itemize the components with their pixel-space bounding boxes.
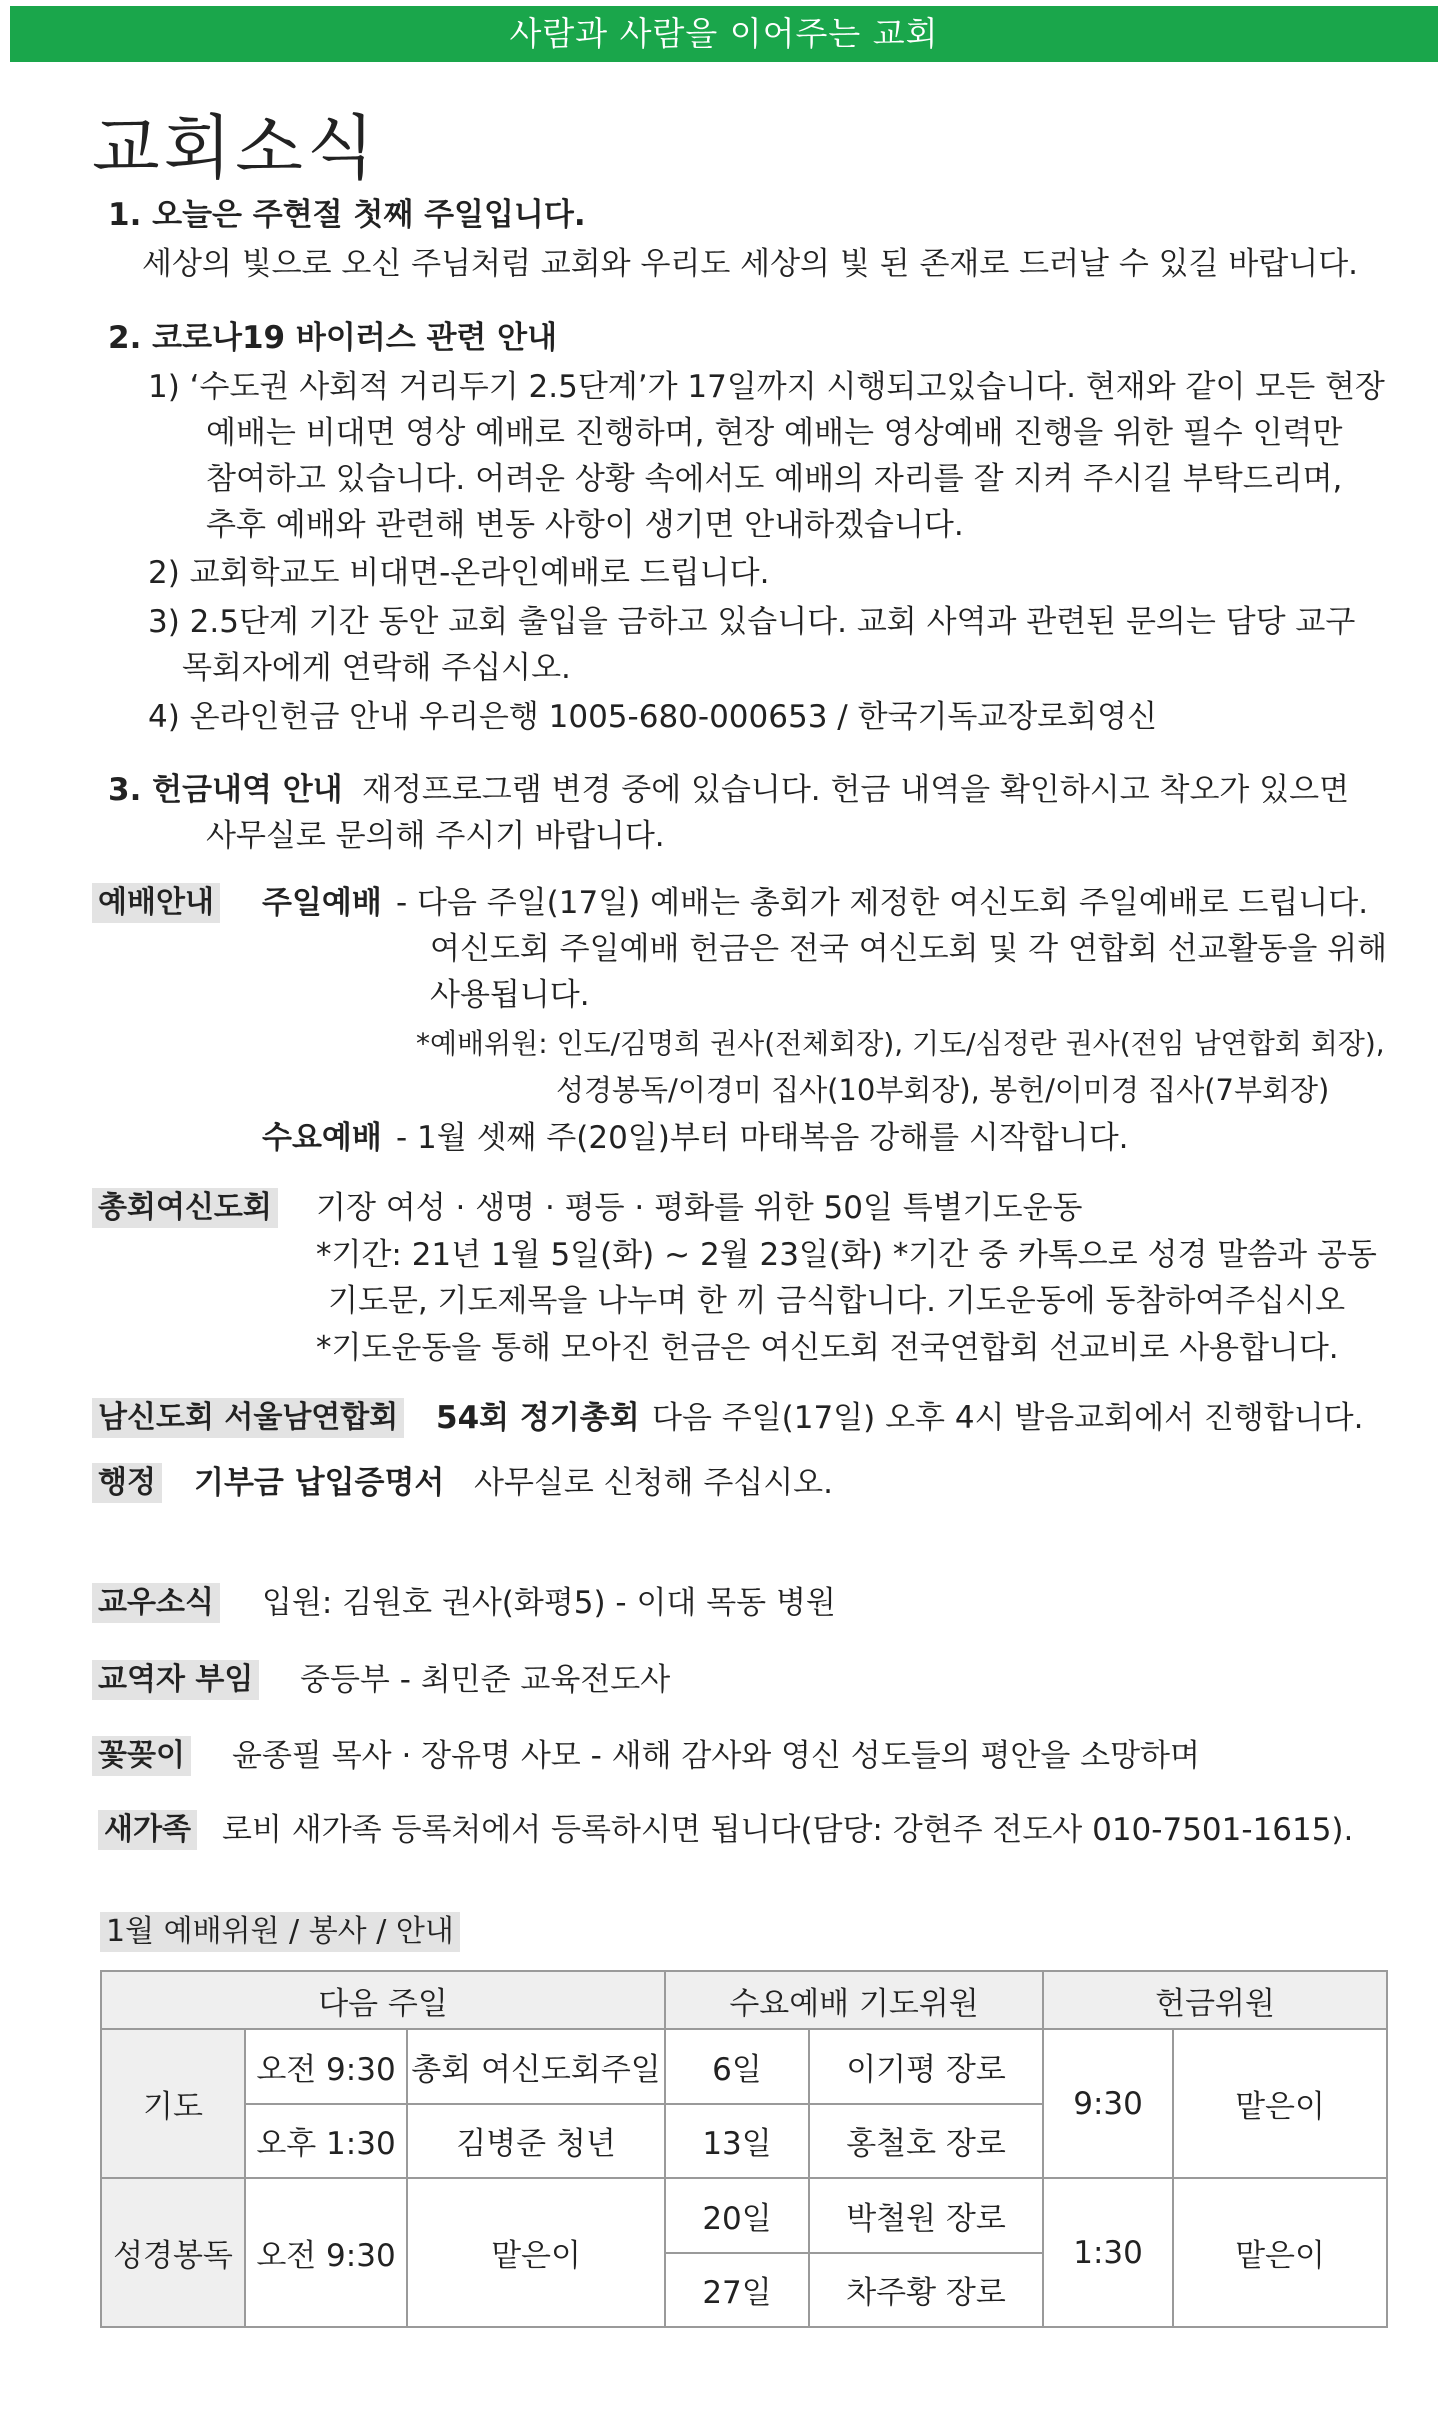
wed-name-3: 박철원 장로 xyxy=(809,2178,1043,2253)
staff-text: 중등부 - 최민준 교육전도사 xyxy=(300,1662,671,1698)
sunday-worship-line2: 여신도회 주일예배 헌금은 전국 여신도회 및 각 연합회 선교활동을 위해 xyxy=(430,931,1388,967)
worship-members-line1: *예배위원: 인도/김명희 권사(전체회장), 기도/심정란 권사(전임 남연합회 회장), xyxy=(416,1027,1385,1060)
item2-sub2: 2) 교회학교도 비대면-온라인예배로 드립니다. xyxy=(148,555,770,591)
page-title: 교회소식 xyxy=(92,107,379,189)
donation-receipt-label: 기부금 납입증명서 xyxy=(194,1465,445,1501)
mens-assembly-text: 다음 주일(17일) 오후 4시 발음교회에서 진행합니다. xyxy=(652,1400,1364,1436)
worship-tag: 예배안내 xyxy=(92,883,220,923)
wednesday-worship-text: - 1월 셋째 주(20일)부터 마태복음 강해를 시작합니다. xyxy=(396,1120,1129,1156)
wed-day-4: 27일 xyxy=(665,2253,809,2328)
item3-line2: 사무실로 문의해 주시기 바랍니다. xyxy=(206,818,665,854)
header-next-sunday: 다음 주일 xyxy=(101,1971,665,2029)
church-banner: 사람과 사람을 이어주는 교회 xyxy=(10,6,1438,62)
item1-heading: 1. 오늘은 주현절 첫째 주일입니다. xyxy=(108,197,586,233)
schedule-tag: 1월 예배위원 / 봉사 / 안내 xyxy=(100,1912,460,1952)
donation-receipt-text: 사무실로 신청해 주십시오. xyxy=(474,1465,833,1501)
prayer-name-1: 총회 여신도회주일 xyxy=(407,2029,665,2104)
item2-sub3-line2: 목회자에게 연락해 주십시오. xyxy=(182,650,571,686)
sunday-worship-line1: - 다음 주일(17일) 예배는 총회가 제정한 여신도회 주일예배로 드립니다. xyxy=(396,885,1369,921)
row-bible-reading: 성경봉독 xyxy=(101,2178,245,2327)
wednesday-worship-label: 수요예배 xyxy=(262,1120,382,1156)
members-news-text: 입원: 김원호 권사(화평5) - 이대 목동 병원 xyxy=(262,1585,836,1621)
offer-time-2: 1:30 xyxy=(1043,2178,1173,2327)
wed-day-1: 6일 xyxy=(665,2029,809,2104)
header-offering: 헌금위원 xyxy=(1043,1971,1387,2029)
new-family-text: 로비 새가족 등록처에서 등록하시면 됩니다(담당: 강현주 전도사 010-7501-1615). xyxy=(222,1812,1354,1848)
offer-time-1: 9:30 xyxy=(1043,2029,1173,2178)
members-news-tag: 교우소식 xyxy=(92,1583,220,1623)
table-row xyxy=(101,2029,1387,2104)
flowers-text: 윤종필 목사 · 장유명 사모 - 새해 감사와 영신 성도들의 평안을 소망하며 xyxy=(232,1738,1200,1774)
item2-sub4: 4) 온라인헌금 안내 우리은행 1005-680-000653 / 한국기독교장로회영신 xyxy=(148,699,1158,735)
table-header-row xyxy=(101,1971,1387,2029)
wed-name-4: 차주황 장로 xyxy=(809,2253,1043,2328)
wed-day-3: 20일 xyxy=(665,2178,809,2253)
item1-text: 세상의 빛으로 오신 주님처럼 교회와 우리도 세상의 빛 된 존재로 드러날 수 있길 바랍니다. xyxy=(142,246,1359,282)
staff-tag: 교역자 부임 xyxy=(92,1660,259,1700)
item3-heading: 3. 헌금내역 안내 xyxy=(108,772,343,808)
womens-line3: 기도문, 기도제목을 나누며 한 끼 금식합니다. 기도운동에 동참하여주십시오 xyxy=(328,1283,1346,1319)
item2-sub1-line3: 참여하고 있습니다. 어려운 상황 속에서도 예배의 자리를 잘 지켜 주시길 부탁드리며, xyxy=(206,461,1343,497)
sunday-worship-line3: 사용됩니다. xyxy=(430,977,590,1013)
womens-line4: *기도운동을 통해 모아진 헌금은 여신도회 전국연합회 선교비로 사용합니다. xyxy=(316,1330,1339,1366)
table-row xyxy=(101,2178,1387,2253)
mens-assembly-label: 54회 정기총회 xyxy=(436,1400,640,1436)
wed-name-1: 이기평 장로 xyxy=(809,2029,1043,2104)
womens-line1: 기장 여성 · 생명 · 평등 · 평화를 위한 50일 특별기도운동 xyxy=(316,1190,1083,1226)
offer-name-2: 맡은이 xyxy=(1173,2178,1387,2327)
womens-assoc-tag: 총회여신도회 xyxy=(92,1188,278,1228)
wed-name-2: 홍철호 장로 xyxy=(809,2104,1043,2179)
prayer-name-2: 김병준 청년 xyxy=(407,2104,665,2179)
offer-name-1: 맡은이 xyxy=(1173,2029,1387,2178)
schedule-table xyxy=(100,1970,1388,2328)
row-prayer: 기도 xyxy=(101,2029,245,2178)
bible-name: 맡은이 xyxy=(407,2178,665,2327)
admin-tag: 행정 xyxy=(92,1463,162,1503)
prayer-time-2: 오후 1:30 xyxy=(245,2104,407,2179)
item2-heading: 2. 코로나19 바이러스 관련 안내 xyxy=(108,320,558,356)
prayer-time-1: 오전 9:30 xyxy=(245,2029,407,2104)
mens-assoc-tag: 남신도회 서울남연합회 xyxy=(92,1398,404,1438)
item2-sub1-line4: 추후 예배와 관련해 변동 사항이 생기면 안내하겠습니다. xyxy=(206,507,964,543)
item2-sub3-line1: 3) 2.5단계 기간 동안 교회 출입을 금하고 있습니다. 교회 사역과 관련된 문의는 담당 교구 xyxy=(148,604,1356,640)
item2-sub1-line2: 예배는 비대면 영상 예배로 진행하며, 현장 예배는 영상예배 진행을 위한 필수 인력만 xyxy=(206,415,1343,451)
wed-day-2: 13일 xyxy=(665,2104,809,2179)
bible-time: 오전 9:30 xyxy=(245,2178,407,2327)
new-family-tag: 새가족 xyxy=(98,1810,197,1850)
flowers-tag: 꽃꽂이 xyxy=(92,1736,191,1776)
item3-line1: 재정프로그램 변경 중에 있습니다. 헌금 내역을 확인하시고 착오가 있으면 xyxy=(362,772,1350,808)
womens-line2: *기간: 21년 1월 5일(화) ~ 2월 23일(화) *기간 중 카톡으로 성경 말씀과 공동 xyxy=(316,1237,1377,1273)
worship-members-line2: 성경봉독/이경미 집사(10부회장), 봉헌/이미경 집사(7부회장) xyxy=(556,1073,1330,1107)
sunday-worship-label: 주일예배 xyxy=(262,885,382,921)
header-wednesday-prayer: 수요예배 기도위원 xyxy=(665,1971,1043,2029)
item2-sub1-line1: 1) ‘수도권 사회적 거리두기 2.5단계’가 17일까지 시행되고있습니다. 현재와 같이 모든 현장 xyxy=(148,369,1385,405)
